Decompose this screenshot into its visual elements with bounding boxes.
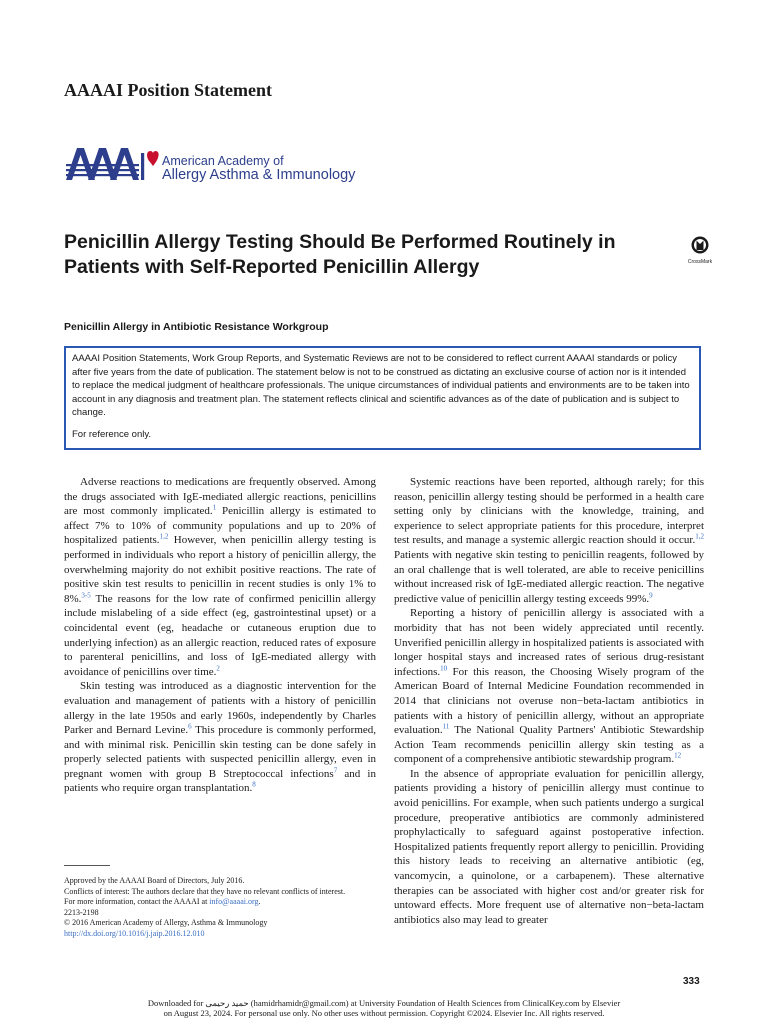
approval-note: Approved by the AAAAI Board of Directors, July 2016. [64,876,245,885]
body-paragraph: In the absence of appropriate evaluation for penicillin allergy, patients providing a history of penicillin allergy must continue to avoid penicillins. For example, when such patients undergo a surgical procedure, preoperative antibiotics are commonly administered prophylactically to safeguard against postoperative infection. Hospitalized patients frequently report allergy to penicillin. Providing this history leads to receiving an alternative antibiotic (eg, vancomycin, a quinolone, or a carbapenem). These alternative therapies can be associated with higher cost and/or greater risk for untoward effects. More frequent use of alternative non−beta-lactam antibiotics also may lead to greater [394,767,704,926]
body-paragraph: Adverse reactions to medications are frequently observed. Among the drugs associated with IgE-mediated allergic reactions, penicillins are most commonly implicated.$^1$ Penicillin allergy is estimated to affect 7% to 10% of community populations and up to 20% of hospitalized patients.$^{1,2}$ However, when penicillin allergy testing is performed in individuals who report a history of penicillin allergy, the overwhelming majority do not exhibit positive reactions. The rate of positive skin test results to penicillin in recent studies is only 1% to 8%.$^{3-5}$ The reasons for the low rate of confirmed penicillin allergy include mislabeling of a side effect (eg, gastrointestinal upset) or a coincidental event (eg, headache or cutaneous eruption due to underlying infection) as an allergic reaction, reduced rates of exposure to parenteral penicillins, and loss of IgE-mediated allergy with avoidance of penicillins over time.$^2$ [64,476,376,678]
contact-email-link[interactable]: info@aaaai.org [209,897,259,907]
body-column-left [64,475,376,796]
download-notice [64,999,704,1018]
citation-superscript[interactable]: 1 [212,503,217,512]
citation-superscript[interactable]: 11 [442,722,450,731]
body-column-right [394,475,704,927]
contact-prefix: For more information, contact the AAAAI at [64,897,210,907]
download-notice-line2: on August 23, 2024. For personal use only. No other uses without permission. Copyright ©2024. Elsevier Inc. All rights reserved. [163,1007,605,1018]
footnotes [64,876,376,940]
disclaimer-box [64,346,701,450]
disclaimer-text: AAAAI Position Statements, Work Group Reports, and Systematic Reviews are not to be considered to reflect current AAAAI standards or policy after five years from the date of publication. The statement below is not to be construed as dictating an exclusive course of action nor is it intended to replace the medical judgment of healthcare professionals. The unique circumstances of individual patients and environments are to be taken into account in any diagnosis and treatment plan. The statement reflects clinical and scientific advances as of the date of publication and is subject to change. [72,353,690,418]
body-paragraph: Reporting a history of penicillin allergy is associated with a morbidity that has not been widely appreciated until recently. Unverified penicillin allergy in hospitalized patients is associated with longer hospital stays and increased rates of serious drug-resistant infections.$^{10}$ For this reason, the Choosing Wisely program of the American Board of Internal Medicine Foundation recommended in 2014 that clinicians not overuse non−beta-lactam antibiotics in patients with a history of penicillin allergy, without an appropriate evaluation.$^{11}$ The National Quality Partners' Antibiotic Stewardship Action Team recommends penicillin allergy skin testing as a component of a comprehensive antibiotic stewardship program.$^{12}$ [394,607,704,766]
workgroup-name: Penicillin Allergy in Antibiotic Resistance Workgroup [64,321,329,333]
citation-superscript[interactable]: 6 [188,722,192,731]
reference-note: For reference only. [72,428,152,440]
crossmark-label: CrossMark [687,259,713,265]
citation-superscript[interactable]: 3-5 [81,591,91,600]
citation-superscript[interactable]: 1,2 [695,532,704,541]
contact-note [64,897,376,908]
citation-superscript[interactable]: 1,2 [159,532,169,541]
issn: 2213-2198 [64,907,99,917]
citation-superscript[interactable]: 12 [674,751,682,760]
aaaai-logo [64,140,374,188]
section-heading: AAAAI Position Statement [64,80,272,100]
citation-superscript[interactable]: 8 [252,780,256,789]
crossmark-icon [680,235,720,257]
body-paragraph: Systemic reactions have been reported, although rarely; for this reason, penicillin allergy testing should be performed in a health care setting only by clinicians with the knowledge, training, and experience to select appropriate patients for this procedure, interpret test results, and manage a systemic allergic reaction should it occur.$^{1,2}$ Patients with negative skin testing to penicillin reagents, followed by an oral challenge that is well tolerated, are able to receive penicillins without increased risk of IgE-mediated allergic reaction. The negative predictive value of penicillin allergy testing exceeds 99%.$^9$ [394,476,704,605]
body-paragraph: Skin testing was introduced as a diagnostic intervention for the evaluation and management of patients with a history of penicillin allergy in the late 1950s and early 1960s, independently by Charles Parker and Bernard Levine.$^6$ This procedure is commonly performed, and with minimal risk. Penicillin skin testing can be done safely in properly selected patients with suspected penicillin allergy, even in pregnant women with group B Streptococcal infections$^7$ and in patients who require organ transplantation.$^8$ [64,680,377,795]
aaaai-logo-mark-icon [64,140,160,188]
page-number: 333 [683,976,700,987]
footnote-divider [64,865,110,866]
download-notice-line1: Downloaded for حمید رحیمی (hamidrhamidr@gmail.com) at University Foundation of Health Sciences from ClinicalKey.com by Elsevier [147,998,621,1008]
contact-suffix: . [258,897,261,907]
logo-org-line1: American Academy of [162,154,284,168]
citation-superscript[interactable]: 7 [333,766,338,775]
citation-superscript[interactable]: 2 [216,664,220,673]
citation-superscript[interactable]: 10 [440,664,448,673]
copyright-note: © 2016 American Academy of Allergy, Asthma & Immunology [64,918,268,928]
article-title: Penicillin Allergy Testing Should Be Performed Routinely in Patients with Self-Reported Penicillin Allergy [64,231,616,278]
doi-link[interactable]: http://dx.doi.org/10.1016/j.jaip.2016.12.010 [64,928,205,938]
crossmark-badge[interactable] [680,235,720,265]
conflicts-note: Conflicts of interest: The authors declare that they have no relevant conflicts of interest. [64,886,346,896]
logo-org-line2: Allergy Asthma & Immunology [162,167,356,183]
citation-superscript[interactable]: 9 [649,591,653,600]
